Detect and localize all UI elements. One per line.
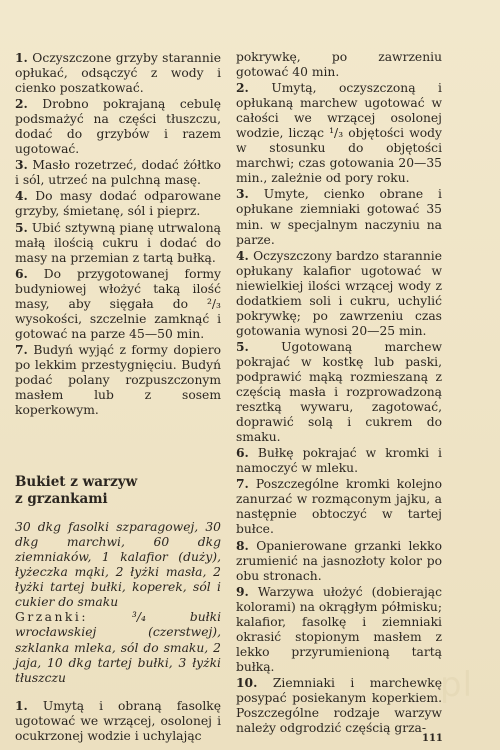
step-item: 6. Do przygotowanej formy budyniowej włożyć taką ilość masy, aby sięgała do ²/₃ wysokości, szczelnie zamknąć i gotować na parze 45—50 min. <box>15 265 221 341</box>
step-item: 7. Budyń wyjąć z formy dopiero po lekkim przestygnięciu. Budyń podać polany rozpuszczonym masłem lub z sosem koperkowym. <box>15 341 221 418</box>
step-item: 10. Ziemniaki i marchewkę posypać posiekanym koperkiem. Poszczególne rodzaje warzyw należy odgrodzić częścią grza- <box>236 674 442 736</box>
step-item: 4. Do masy dodać odparowane grzyby, śmietanę, sól i pieprz. <box>15 188 221 219</box>
step-item: 3. Umyte, cienko obrane i opłukane ziemniaki gotować 35 min. w specjalnym naczyniu na parze. <box>236 186 442 247</box>
step-continuation: pokrywkę, po zawrzeniu gotować 40 min. <box>236 50 442 80</box>
step-item: 2. Drobno pokrajaną cebulę podsmażyć na części tłuszczu, dodać do grzybów i razem ugotować. <box>15 96 221 157</box>
left-column <box>15 50 221 744</box>
right-column <box>236 50 442 736</box>
step-item: 1. Oczyszczone grzyby starannie opłukać, odsączyć z wody i cienko poszatkować. <box>15 50 221 96</box>
step-item: 6. Bułkę pokrajać w kromki i namoczyć w mleku. <box>236 445 442 476</box>
step-item: 2. Umytą, oczyszczoną i opłukaną marchew ugotować w całości we wrzącej osolonej wodzie, licząc ¹/₃ objętości wody w stosunku do objętości marchwi; czas gotowania 20—35 min., zależnie od pory roku. <box>236 80 442 186</box>
recipe-title: Bukiet z warzyw z grzankami <box>15 474 138 508</box>
page-number: 111 <box>422 733 443 744</box>
step-item: 9. Warzywa ułożyć (dobierając kolorami) na okrągłym półmisku; kalafior, fasolkę i ziemniaki okrasić stopionym masłem z lekko przyrumienioną tartą bułką. <box>236 583 442 674</box>
step-item: 5. Ugotowaną marchew pokrajać w kostkę lub paski, podprawić mąką rozmieszaną z częścią masła i rozprowadzoną resztką wywaru, zagotować, doprawić solą i cukrem do smaku. <box>236 338 442 445</box>
step-item: 1. Umytą i obraną fasolkę ugotować we wrzącej, osolonej i ocukrzonej wodzie i uchylając <box>15 697 221 743</box>
step-item: 7. Poszczególne kromki kolejno zanurzać w rozmąconym jajku, a następnie obtoczyć w tartej bułce. <box>236 476 442 537</box>
step-item: 5. Ubić sztywną pianę utrwaloną małą ilością cukru i dodać do masy na przemian z tartą bułką. <box>15 219 221 265</box>
step-item: 8. Opanierowane grzanki lekko zrumienić na jasnozłoty kolor po obu stronach. <box>236 537 442 583</box>
ingredients-list: 30 dkg fasolki szparagowej, 30 dkg marchwi, 60 dkg ziemniaków, 1 kalafior (duży), łyżeczka mąki, 2 łyżki masła, 2 łyżki tartej bułki, koperek, sól i cukier do smaku Grzanki: ³/₄ bułki wrocławskiej (czerstwej), szklanka mleka, sól do smaku, 2 jaja, 10 dkg tartej bułki, 3 łyżki tłuszczu <box>15 520 221 685</box>
watermark: pl <box>440 665 474 705</box>
step-item: 3. Masło rozetrzeć, dodać żółtko i sól, utrzeć na pulchną masę. <box>15 157 221 188</box>
step-item: 4. Oczyszczony bardzo starannie opłukany kalafior ugotować w niewielkiej ilości wrzącej wody z dodatkiem soli i cukru, uchylić pokrywkę; po zawrzeniu czas gotowania wynosi 20—25 min. <box>236 247 442 338</box>
grzanki-label: Grzanki: <box>15 610 88 625</box>
